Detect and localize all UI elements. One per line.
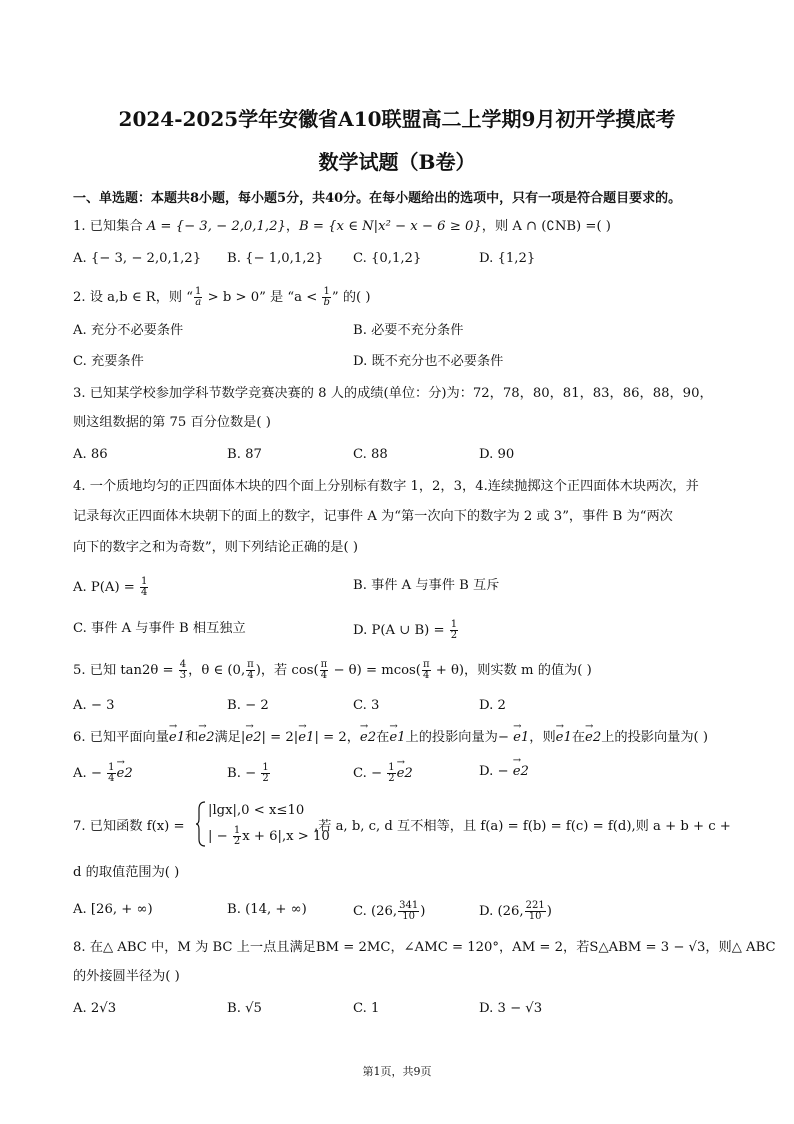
- q3-option-a: A. 86: [73, 447, 108, 462]
- q2-option-b: B. 必要不充分条件: [353, 323, 464, 338]
- question-3-line-2: 则这组数据的第 75 百分位数是( ): [73, 415, 271, 430]
- exam-title: 2024-2025学年安徽省A10联盟高二上学期9月初开学摸底考: [118, 107, 676, 131]
- q1-ask: ，则 A ∩ (∁NB) =( ): [481, 219, 611, 234]
- q3-option-d: D. 90: [479, 447, 515, 462]
- question-4-line-3: 向下的数字之和为奇数”，则下列结论正确的是( ): [73, 540, 358, 555]
- question-7-prefix: 7. 已知函数 f(x) =: [73, 819, 185, 834]
- question-5: 5. 已知 tan2θ = $\frac{4}{3}$ ，θ ∈ (0, $\frac{\pi}{4}$ )，若 cos( $\frac{\pi}{4}$ − θ) = mcos( $\frac{\pi}{4}$ + θ)，则实数 m 的值为( ): [73, 659, 592, 681]
- question-8-line-1: 8. 在△ ABC 中，M 为 BC 上一点且满足BM = 2MC，∠AMC = 120°，AM = 2，若S△ABM = 3 − √3，则△ ABC: [73, 940, 776, 955]
- q8-option-c: C. 1: [353, 1001, 380, 1016]
- q2-frac-1-a: $\frac{1}{a}$: [195, 286, 202, 308]
- q1-option-b: B. {− 1,0,1,2}: [227, 251, 324, 266]
- q8-option-d: D. 3 − √3: [479, 1001, 543, 1016]
- section-heading: 一、单选题：本题共8小题，每小题5分，共40分。在每小题给出的选项中，只有一项是符合题目要求的。: [73, 191, 682, 206]
- q6-option-a: A. − $\frac{1}{4}$ → e2: [73, 763, 133, 784]
- q7-option-c: C. (26, $\frac{341}{10}$ ): [353, 900, 426, 922]
- question-8-line-2: 的外接圆半径为( ): [73, 969, 180, 984]
- q7-option-d: D. (26, $\frac{221}{10}$ ): [479, 900, 552, 922]
- q1-option-a: A. {− 3, − 2,0,1,2}: [73, 251, 202, 266]
- q2-option-d: D. 既不充分也不必要条件: [353, 354, 504, 369]
- exam-subtitle: 数学试题（B卷）: [318, 150, 476, 174]
- q3-option-b: B. 87: [227, 447, 262, 462]
- q7-brace: [196, 801, 206, 847]
- q7-option-b: B. (14, + ∞): [227, 902, 307, 917]
- q5-option-a: A. − 3: [73, 698, 115, 713]
- question-4-line-2: 记录每次正四面体木块朝下的面上的数字，记事件 A 为“第一次向下的数字为 2 或 3”，事件 B 为“两次: [73, 509, 673, 524]
- question-6: 6. 已知平面向量→ e1和→ e2满足|→ e2| = 2|→ e1| = 2，→ e2在→ e1上的投影向量为− → e1，则→ e1在→ e2上的投影向量为( ): [73, 729, 708, 747]
- question-3-line-1: 3. 已知某学校参加学科节数学竞赛决赛的 8 人的成绩(单位：分)为：72，78，80，81，83，86，88，90，: [73, 386, 713, 401]
- q4-option-a: A. P(A) = $\frac{1}{4}$: [73, 576, 148, 598]
- q5-option-d: D. 2: [479, 698, 506, 713]
- q6-option-b: B. − $\frac{1}{2}$: [227, 762, 269, 784]
- question-1: 1. 已知集合 A = {− 3, − 2,0,1,2}，B = {x ∈ N|x² − x − 6 ≥ 0}，则 A ∩ (∁NB) =( ): [73, 219, 611, 234]
- question-2: [73, 287, 371, 308]
- q7-option-a: A. [26, + ∞): [73, 902, 153, 917]
- q5-option-b: B. − 2: [227, 698, 269, 713]
- q2-prefix: 2. 设 a,b ∈ R，则 “: [73, 290, 194, 305]
- q6-option-d: D. − → e2: [479, 763, 529, 781]
- q7-tail: ,若 a, b, c, d 互不相等，且 f(a) = f(b) = f(c) = f(d),则 a + b + c +: [314, 819, 731, 834]
- q5-option-c: C. 3: [353, 698, 380, 713]
- q1-option-d: D. {1,2}: [479, 251, 536, 266]
- q8-option-b: B. √5: [227, 1001, 262, 1016]
- q2-option-a: A. 充分不必要条件: [73, 323, 184, 338]
- question-7-line-2: d 的取值范围为( ): [73, 865, 180, 880]
- q1-prefix: 1. 已知集合: [73, 219, 147, 234]
- q7-case-2: | − $\frac{1}{2}$ x + 6|,x > 10: [208, 825, 330, 847]
- q2-option-c: C. 充要条件: [73, 354, 144, 369]
- q6-option-c: C. − $\frac{1}{2}$ → e2: [353, 763, 413, 784]
- page-footer: 第1页，共9页: [362, 1065, 432, 1078]
- q4-option-c: C. 事件 A 与事件 B 相互独立: [73, 621, 246, 636]
- q1-set-a: A = {− 3, − 2,0,1,2}: [146, 219, 286, 234]
- q1-option-c: C. {0,1,2}: [353, 251, 422, 266]
- q4-option-b: B. 事件 A 与事件 B 互斥: [353, 578, 500, 593]
- q2-mid: > b > 0” 是 “a <: [203, 290, 322, 305]
- q7-case-1: |lgx|,0 < x≤10: [208, 803, 305, 818]
- q4-option-d: D. P(A ∪ B) = $\frac{1}{2}$: [353, 619, 458, 641]
- question-4-line-1: 4. 一个质地均匀的正四面体木块的四个面上分别标有数字 1，2，3，4.连续抛掷这个正四面体木块两次，并: [73, 479, 699, 494]
- q2-tail: ” 的( ): [331, 290, 371, 305]
- q2-frac-1-b: $\frac{1}{b}$: [323, 286, 330, 308]
- q3-option-c: C. 88: [353, 447, 388, 462]
- q8-option-a: A. 2√3: [73, 1001, 117, 1016]
- q1-set-b: B = {x ∈ N|x² − x − 6 ≥ 0}: [299, 219, 482, 234]
